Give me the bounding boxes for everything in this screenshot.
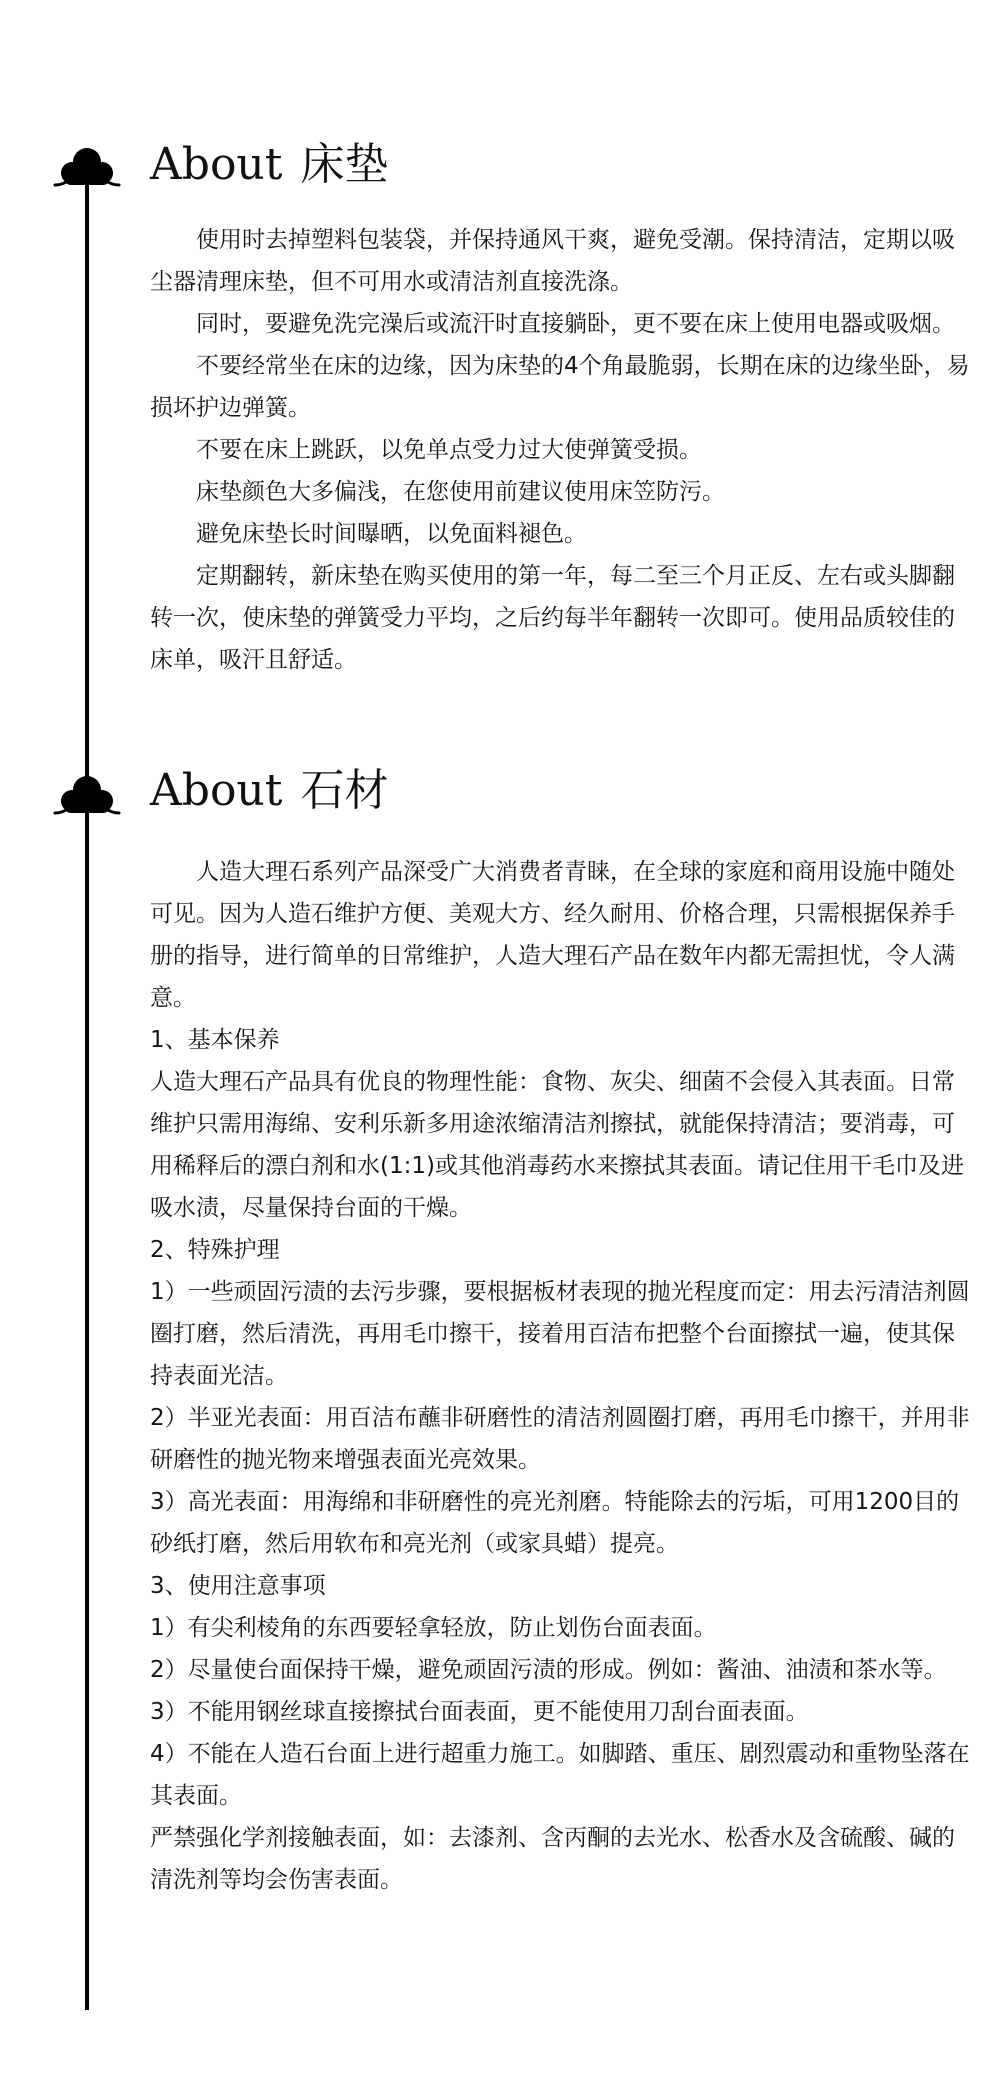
stone-line: 1）一些顽固污渍的去污步骤，要根据板材表现的抛光程度而定：用去污清洁剂圆圈打磨，然后清洗，再用毛巾擦干，接着用百洁布把整个台面擦拭一遍，使其保持表面光洁。 [150,1279,970,1389]
cloud-icon [52,773,122,823]
section-stone [150,761,972,1901]
paragraph: 不要在床上跳跃，以免单点受力过大使弹簧受损。 [196,437,702,463]
stone-line: 3）不能用钢丝球直接擦拭台面表面，更不能使用刀刮台面表面。 [150,1699,809,1725]
paragraph: 同时，要避免洗完澡后或流汗时直接躺卧，更不要在床上使用电器或吸烟。 [196,311,955,337]
title-en: About [150,765,283,816]
title-cn: 石材 [300,765,389,816]
paragraph: 定期翻转，新床垫在购买使用的第一年，每二至三个月正反、左右或头脚翻转一次，使床垫的弹簧受力平均，之后约每半年翻转一次即可。使用品质较佳的床单，吸汗且舒适。 [150,563,955,673]
stone-line: 人造大理石产品具有优良的物理性能：食物、灰尖、细菌不会侵入其表面。日常维护只需用海绵、安利乐新多用途浓缩清洁剂擦拭，就能保持清洁；要消毒，可用稀释后的漂白剂和水(1:1)或其他消毒药水来擦拭其表面。请记住用干毛巾及进吸水渍，尽量保持台面的干燥。 [150,1069,964,1221]
title-en: About [150,139,283,190]
section-mattress [150,135,972,681]
stone-heading-special: 2、特殊护理 [150,1237,280,1263]
paragraph: 避免床垫长时间曝晒，以免面料褪色。 [196,521,587,547]
intro-paragraph: 人造大理石系列产品深受广大消费者青睐，在全球的家庭和商用设施中随处可见。因为人造石维护方便、美观大方、经久耐用、价格合理，只需根据保养手册的指导，进行简单的日常维护，人造大理石产品在数年内都无需担忧，令人满意。 [150,859,955,1011]
title-cn: 床垫 [300,139,389,190]
timeline-line [85,160,89,2010]
stone-heading-basic: 1、基本保养 [150,1027,280,1053]
stone-line: 严禁强化学剂接触表面，如：去漆剂、含丙酮的去光水、松香水及含硫酸、碱的清洗剂等均会伤害表面。 [150,1825,955,1893]
paragraph: 不要经常坐在床的边缘，因为床垫的4个角最脆弱，长期在床的边缘坐卧，易损坏护边弹簧。 [150,353,970,421]
stone-body [150,851,972,1901]
paragraph: 使用时去掉塑料包装袋，并保持通风干爽，避免受潮。保持清洁，定期以吸尘器清理床垫，但不可用水或清洁剂直接洗涤。 [150,227,955,295]
stone-line: 2）尽量使台面保持干燥，避免顽固污渍的形成。例如：酱油、油渍和茶水等。 [150,1657,947,1683]
mattress-body [150,219,972,681]
stone-line: 1）有尖利棱角的东西要轻拿轻放，防止划伤台面表面。 [150,1615,717,1641]
paragraph: 床垫颜色大多偏浅，在您使用前建议使用床笠防污。 [196,479,725,505]
stone-line: 4）不能在人造石台面上进行超重力施工。如脚踏、重压、剧烈震动和重物坠落在其表面。 [150,1741,970,1809]
stone-line: 2）半亚光表面：用百洁布蘸非研磨性的清洁剂圆圈打磨，再用毛巾擦干，并用非研磨性的抛光物来增强表面光亮效果。 [150,1405,970,1473]
stone-heading-notes: 3、使用注意事项 [150,1573,326,1599]
stone-line: 3）高光表面：用海绵和非研磨性的亮光剂磨。特能除去的污垢，可用1200目的砂纸打磨，然后用软布和亮光剂（或家具蜡）提亮。 [150,1489,960,1557]
section-title [150,135,972,195]
cloud-icon [52,145,122,195]
section-title [150,761,972,821]
